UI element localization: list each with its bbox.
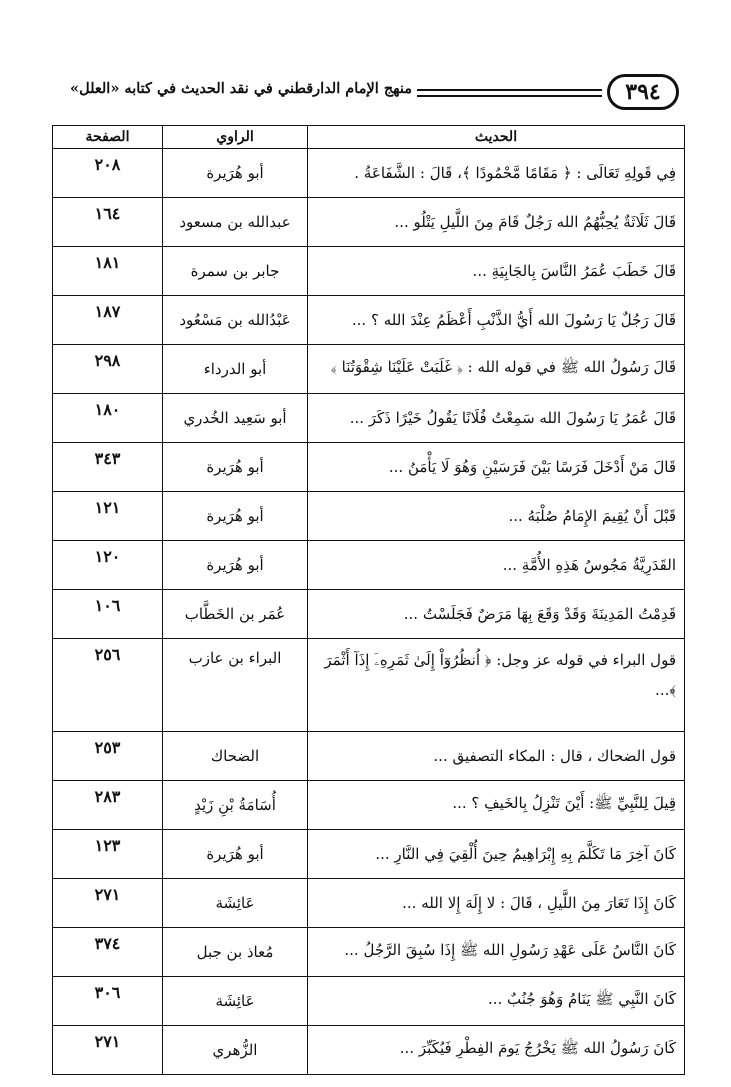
page-cell: ٢٧١ [53, 1026, 163, 1075]
table-row [53, 928, 685, 977]
column-header-page: الصفحة [53, 126, 163, 149]
hadith-cell: قَالَ مَنْ أَدْخَلَ فَرَسًا بَيْنَ فَرَسَيْنِ وَهُوَ لَا يَأْمَنُ ... [308, 443, 685, 492]
page-cell: ٣٠٦ [53, 977, 163, 1026]
narrator-cell: الضحاك [163, 732, 308, 781]
table-row [53, 247, 685, 296]
hadith-cell: كَانَ إِذَا تَعَارَ مِنَ اللَّيلِ ، قَالَ : لا إِلَهَ إِلا الله ... [308, 879, 685, 928]
table-row [53, 394, 685, 443]
table-row [53, 149, 685, 198]
hadith-cell: القَدَرِيَّةُ مَجُوسُ هَذِهِ الأُمَّةِ ... [308, 541, 685, 590]
hadith-cell: قول الضحاك ، قال : المكاء التصفيق ... [308, 732, 685, 781]
page-cell: ٣٤٣ [53, 443, 163, 492]
narrator-cell: أبو هُرَيرة [163, 830, 308, 879]
hadith-cell: قَالَ رَسُولُ الله ﷺ في قوله الله : ﴿ غَلَبَتْ عَلَيْنَا شِقْوَتُنَا ﴾ [308, 345, 685, 394]
hadith-index-table [52, 125, 685, 1075]
table-row [53, 590, 685, 639]
table-row [53, 781, 685, 830]
narrator-cell: عبدالله بن مسعود [163, 198, 308, 247]
header-rule [417, 89, 602, 91]
page-cell: ٢٠٨ [53, 149, 163, 198]
column-header-hadith: الحديث [308, 126, 685, 149]
narrator-cell: جابر بن سمرة [163, 247, 308, 296]
hadith-cell: قِيلَ لِلنَّبِيِّ ﷺ: أَيْنَ تَنْزِلُ بِالخَيفِ ؟ ... [308, 781, 685, 830]
page-cell: ١٨١ [53, 247, 163, 296]
hadith-cell: كَانَ رَسُولُ الله ﷺ يَخْرُجُ يَومَ الفِطْرِ فَيُكَبِّرَ ... [308, 1026, 685, 1075]
narrator-cell: أُسَامَةُ بْنِ زَيْدٍ [163, 781, 308, 830]
narrator-cell: أبو الدرداء [163, 345, 308, 394]
table-row [53, 492, 685, 541]
book-title: منهج الإمام الدارقطني في نقد الحديث في كتابه «العلل» [70, 80, 412, 97]
table-row [53, 977, 685, 1026]
narrator-cell: أبو هُرَيرة [163, 443, 308, 492]
narrator-cell: مُعاذ بن جبل [163, 928, 308, 977]
page-cell: ٢٩٨ [53, 345, 163, 394]
hadith-cell: قَبْلَ أَنْ يُقِيمَ الإِمَامُ صُلْبَهُ ... [308, 492, 685, 541]
page-cell: ١٢٣ [53, 830, 163, 879]
table-row [53, 639, 685, 732]
hadith-cell: قَالَ ثَلَاثَةٌ يُحِبُّهُمُ الله رَجُلٌ قَامَ مِنَ اللَّيلِ يَتْلُو ... [308, 198, 685, 247]
narrator-cell: أبو هُرَيرة [163, 541, 308, 590]
table-header-row [53, 126, 685, 149]
hadith-cell: كَانَ آخِرَ مَا تَكَلَّمَ بِهِ إِبْرَاهِيمُ حِينَ أُلْقِيَ فِي النَّارِ ... [308, 830, 685, 879]
narrator-cell: عَبْدُالله بن مَسْعُود [163, 296, 308, 345]
table-row [53, 830, 685, 879]
running-header [52, 72, 682, 120]
column-header-rawi: الراوي [163, 126, 308, 149]
narrator-cell: عَائِشَة [163, 879, 308, 928]
page-cell: ٢٧١ [53, 879, 163, 928]
hadith-cell: فِي قَولِهِ تَعَالَى : ﴿ مَقَامًا مَّحْمُودًا ﴾، قَالَ : الشَّفَاعَةُ . [308, 149, 685, 198]
table-row [53, 879, 685, 928]
narrator-cell: أبو هُرَيرة [163, 149, 308, 198]
hadith-cell: كَانَ النَّاسُ عَلَى عَهْدِ رَسُولِ الله ﷺ إِذَا سُبِقَ الرَّجُلُ ... [308, 928, 685, 977]
table-row [53, 732, 685, 781]
table-row [53, 345, 685, 394]
page-cell: ١٦٤ [53, 198, 163, 247]
hadith-cell: قَالَ رَجُلٌ يَا رَسُولَ الله أَيُّ الذَّنْبِ أَعْظَمُ عِنْدَ الله ؟ ... [308, 296, 685, 345]
header-rule [417, 95, 602, 97]
page-cell: ١٠٦ [53, 590, 163, 639]
narrator-cell: أبو سَعِيد الخُدري [163, 394, 308, 443]
hadith-cell: كَانَ النَّبِي ﷺ يَنَامُ وَهُوَ جُنُبٌ ... [308, 977, 685, 1026]
narrator-cell: البراء بن عازب [163, 639, 308, 732]
hadith-cell: قَالَ خَطَبَ عُمَرُ النَّاسَ بِالجَابِيَةِ ... [308, 247, 685, 296]
page-cell: ٢٥٣ [53, 732, 163, 781]
page-cell: ١٨٠ [53, 394, 163, 443]
page-cell: ٣٧٤ [53, 928, 163, 977]
narrator-cell: أبو هُرَيرة [163, 492, 308, 541]
table-row [53, 1026, 685, 1075]
hadith-cell: قَالَ عُمَرُ يَا رَسُولَ الله سَمِعْتُ فُلَانًا يَقُولُ خَيْرًا ذَكَرَ ... [308, 394, 685, 443]
narrator-cell: عُمَر بن الخَطَّاب [163, 590, 308, 639]
narrator-cell: الزُّهري [163, 1026, 308, 1075]
narrator-cell: عَائِشَة [163, 977, 308, 1026]
hadith-cell: قول البراء في قوله عز وجل: ﴿ اُنظُرُوٓاْ إِلَىٰ ثَمَرِهِۦٓ إِذَآ أَثْمَرَ ﴾... [308, 639, 685, 732]
page-number: ٣٩٤ [607, 74, 679, 110]
table-row [53, 296, 685, 345]
page-cell: ١٨٧ [53, 296, 163, 345]
page-cell: ١٢٠ [53, 541, 163, 590]
table-row [53, 443, 685, 492]
hadith-cell: قَدِمْتُ المَدِينَةَ وَقَدْ وَقَعَ بِهَا مَرَضٌ فَجَلَسْتُ ... [308, 590, 685, 639]
page-cell: ٢٨٣ [53, 781, 163, 830]
table-row [53, 541, 685, 590]
page-cell: ١٢١ [53, 492, 163, 541]
table-row [53, 198, 685, 247]
page-cell: ٢٥٦ [53, 639, 163, 732]
